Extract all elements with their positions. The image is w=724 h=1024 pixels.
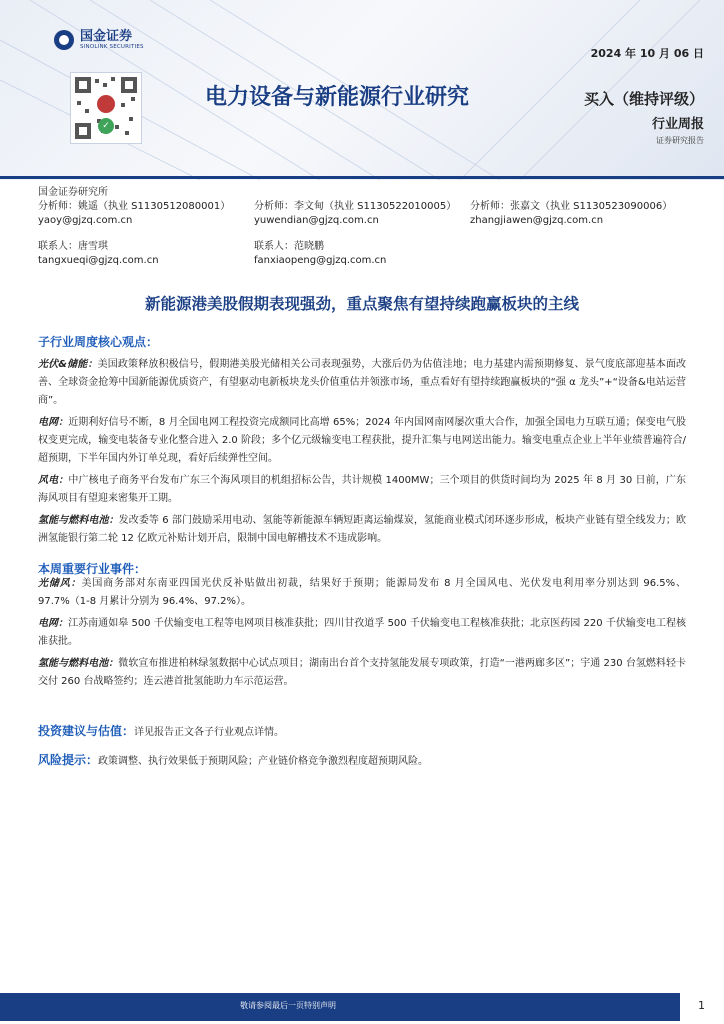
contact-email[interactable]: tangxueqi@gjzq.com.cn	[38, 255, 159, 266]
contact-email[interactable]: fanxiaopeng@gjzq.com.cn	[254, 255, 387, 266]
contact-role: 联系人：	[38, 241, 78, 252]
event-item	[38, 615, 686, 651]
report-headline: 新能源港美股假期表现强劲，重点聚焦有望持续跑赢板块的主线	[144, 295, 579, 313]
header-divider	[0, 176, 724, 179]
item-label: 氢能与燃料电池：	[38, 515, 119, 526]
analyst-name: 张嘉文	[510, 201, 540, 212]
contact-name: 唐雪琪	[78, 241, 108, 252]
core-view-item	[38, 472, 686, 508]
contact-row	[38, 240, 698, 270]
footer-disclaimer: 敬请参阅最后一页特别声明	[240, 1001, 336, 1010]
analyst-name: 姚遥	[78, 201, 98, 212]
logo-english-name: SINOLINK SECURITIES	[80, 44, 144, 50]
item-label: 电网：	[38, 417, 69, 428]
analyst-license: （执业 S1130512080001）	[98, 201, 231, 212]
wechat-icon: ✓	[98, 118, 114, 134]
risk-warning-text: 政策调整、执行效果低于预期风险；产业链价格竞争激烈程度超预期风险。	[98, 756, 429, 767]
contact-role: 联系人：	[254, 241, 294, 252]
item-label: 光储风：	[38, 578, 82, 589]
core-view-item	[38, 414, 686, 468]
investment-advice-text: 详见报告正文各子行业观点详情。	[134, 727, 285, 738]
item-text: 江苏南通如皋 500 千伏输变电工程等电网项目核准获批；四川甘孜道孚 500 千伏输变电工程核准获批；北京医药园 220 千伏输变电工程核准获批。	[38, 618, 687, 647]
analyst-entry	[470, 200, 672, 228]
logo-chinese-name: 国金证券	[80, 29, 133, 44]
core-view-item	[38, 356, 686, 410]
events-list	[38, 575, 686, 695]
page-number: 1	[698, 999, 705, 1012]
item-label: 光伏&储能：	[38, 359, 98, 370]
item-text: 微软宣布推进柏林绿氢数据中心试点项目；湖南出台首个支持氢能发展专项政策，打造“一港两廊多区”；宇通 230 台氢燃料轻卡交付 260 台战略签约；连云港首批氢能助力车示范运营。	[38, 658, 686, 687]
analyst-email[interactable]: zhangjiawen@gjzq.com.cn	[470, 215, 604, 226]
analyst-email[interactable]: yaoy@gjzq.com.cn	[38, 215, 133, 226]
research-institute: 国金证券研究所	[38, 187, 108, 198]
event-item	[38, 575, 686, 611]
item-text: 美国政策释放积极信号，假期港美股光储相关公司表现强势，大涨后仍为估值洼地；电力基建内需预期修复、景气度底部迎基本面改善、全球资金抢筹中国新能源优质资产，有望驱动电新板块龙头价值重估并领涨市场，重点看好有望持续跑赢板块的“强 α 龙头”+“设备&电站运营商”。	[38, 359, 686, 406]
analyst-license: （执业 S1130523090006）	[540, 201, 673, 212]
contact-entry	[254, 240, 386, 268]
report-date: 2024 年 10 月 06 日	[590, 47, 704, 60]
section-heading-core-views: 子行业周度核心观点：	[38, 335, 159, 349]
item-text: 近期利好信号不断，8 月全国电网工程投资完成额同比高增 65%；2024 年内国网南网屡次重大合作，加强全国电力互联互通；保变电气股权变更完成，输变电装备专业化整合进入 2.0 阶段；多个亿元级输变电工程获批，提升汇集与电网送出能力。输变电重点企业上半年业绩普遍符合/超预期，下半年国内外订单兑现，看好后续弹性空间。	[38, 417, 687, 464]
logo-icon	[54, 30, 74, 50]
footer-bar	[0, 993, 680, 1021]
core-views-list	[38, 356, 686, 552]
analyst-entry	[38, 200, 230, 228]
item-text: 发改委等 6 部门鼓励采用电动、氢能等新能源车辆短距离运输煤炭，氢能商业模式闭环逐步形成，板块产业链有望全线发力；欧洲氢能银行第二轮 12 亿欧元补贴计划开启，限制中国电解槽技术不违成影响。	[38, 515, 686, 544]
analyst-role: 分析师：	[254, 201, 294, 212]
report-title: 电力设备与新能源行业研究	[205, 85, 470, 110]
analyst-row	[38, 200, 698, 230]
report-header	[0, 0, 724, 180]
analyst-email[interactable]: yuwendian@gjzq.com.cn	[254, 215, 379, 226]
document-type: 行业周报	[651, 117, 704, 132]
analyst-license: （执业 S1130522010005）	[324, 201, 457, 212]
event-item	[38, 655, 686, 691]
qr-center-logo-icon	[97, 95, 115, 113]
item-text: 中广核电子商务平台发布广东三个海风项目的机组招标公告，共计规模 1400MW；三个项目的供货时间均为 2025 年 8 月 30 日前，广东海风项目有望迎来密集开工期。	[38, 475, 686, 504]
analyst-name: 李文甸	[294, 201, 324, 212]
contact-name: 范晓鹏	[294, 241, 324, 252]
risk-warning	[38, 751, 686, 768]
investment-advice	[38, 722, 686, 739]
item-label: 氢能与燃料电池：	[38, 658, 119, 669]
analyst-role: 分析师：	[470, 201, 510, 212]
rating-label: 买入（维持评级）	[583, 90, 704, 108]
core-view-item	[38, 512, 686, 548]
section-heading-events: 本周重要行业事件：	[38, 562, 147, 576]
item-label: 电网：	[38, 618, 69, 629]
item-label: 风电：	[38, 475, 69, 486]
analyst-role: 分析师：	[38, 201, 78, 212]
contact-entry	[38, 240, 159, 268]
risk-warning-label: 风险提示：	[38, 753, 99, 767]
document-subtype: 证券研究报告	[656, 136, 704, 145]
analyst-entry	[254, 200, 456, 228]
analyst-block	[38, 186, 698, 270]
item-text: 美国商务部对东南亚四国光伏反补贴做出初裁，结果好于预期；能源局发布 8 月全国风电、光伏发电利用率分别达到 96.5%、97.7%（1-8 月累计分别为 96.4%、97.2%）。	[38, 578, 687, 607]
company-logo	[54, 30, 144, 51]
investment-advice-label: 投资建议与估值：	[38, 724, 135, 738]
